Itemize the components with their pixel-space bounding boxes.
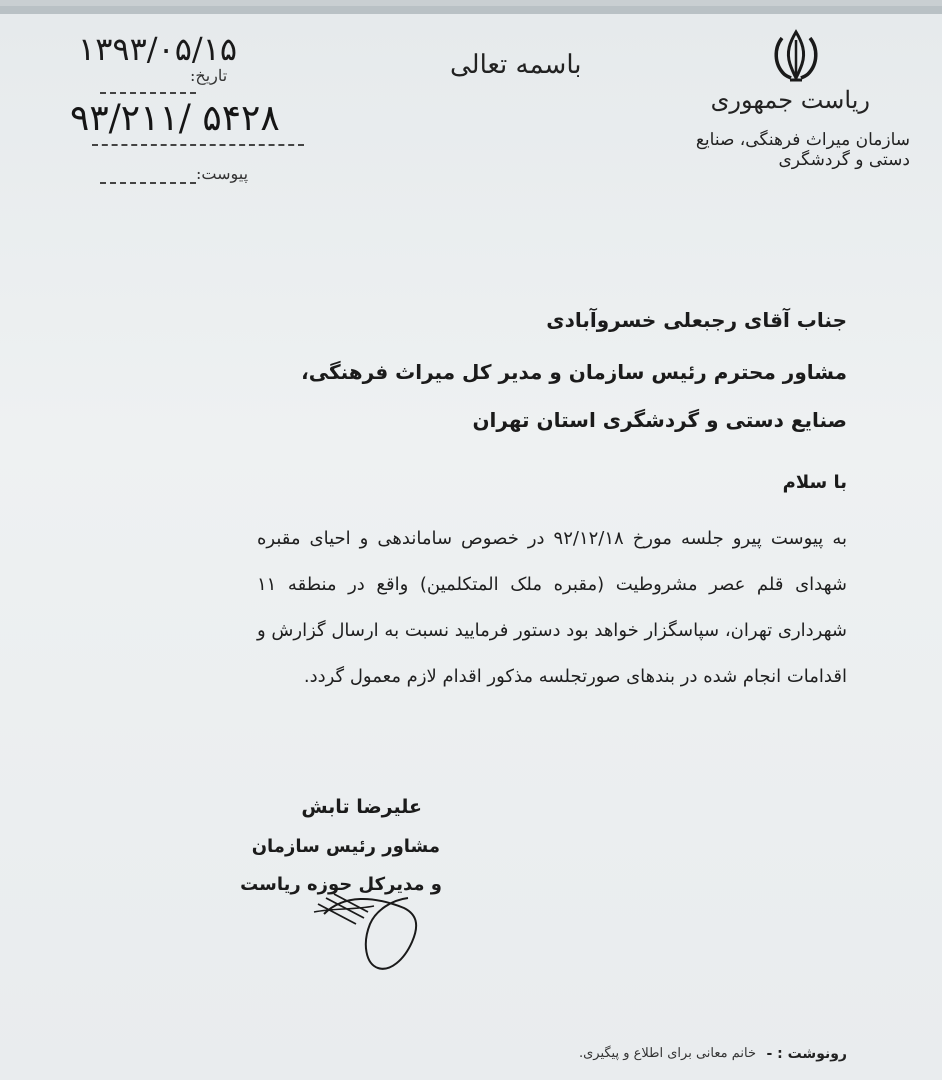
attachment-field-line xyxy=(100,182,196,184)
bismillah-heading: باسمه تعالی xyxy=(450,50,582,80)
recipient-name: جناب آقای رجبعلی خسروآبادی xyxy=(546,308,847,332)
org-name-line1: ریاست جمهوری xyxy=(710,86,870,114)
recipient-title: مشاور محترم رئیس سازمان و مدیر کل میراث فرهنگی، صنایع دستی و گردشگری استان تهران xyxy=(301,360,847,432)
signatory-role-line2: و مدیرکل حوزه ریاست xyxy=(240,874,442,895)
handwritten-letter-number: ۹۳/۲۱۱/ ۵۴۲۸ xyxy=(70,98,280,139)
org-name-line2: سازمان میراث فرهنگی، صنایع دستی و گردشگری xyxy=(695,130,910,170)
handwritten-signature-icon xyxy=(304,884,434,974)
signatory-name: علیرضا تابش xyxy=(301,796,422,818)
date-field-line xyxy=(100,92,196,94)
handwritten-date: ۱۳۹۳/۰۵/۱۵ xyxy=(78,30,238,68)
signatory-role-line1: مشاور رئیس سازمان xyxy=(251,836,440,857)
attachment-field-label: پیوست: xyxy=(196,164,249,183)
letter-body-paragraph: به پیوست پیرو جلسه مورخ ۹۲/۱۲/۱۸ در خصوص ساماندهی و احیای مقبره شهدای قلم عصر مشروطیت (مقبره ملک المتکلمین) واقع در منطقه ۱۱ شهرداری تهران، سپاسگزار خواهد بود دستور فرمایید نسبت به ارسال گزارش و اقدامات انجام شده در بندهای صورتجلسه مذکور اقدام لازم معمول گردد. xyxy=(257,528,847,687)
letter-page xyxy=(0,6,942,1080)
greeting: با سلام xyxy=(782,472,847,493)
number-field-line xyxy=(92,144,304,146)
iran-emblem-icon xyxy=(764,28,828,84)
date-field-label: تاریخ: xyxy=(190,66,228,85)
cc-text: خانم معانی برای اطلاع و پیگیری. xyxy=(578,1046,756,1061)
paper-top-edge xyxy=(0,6,942,14)
cc-label: رونوشت : - xyxy=(766,1046,847,1062)
